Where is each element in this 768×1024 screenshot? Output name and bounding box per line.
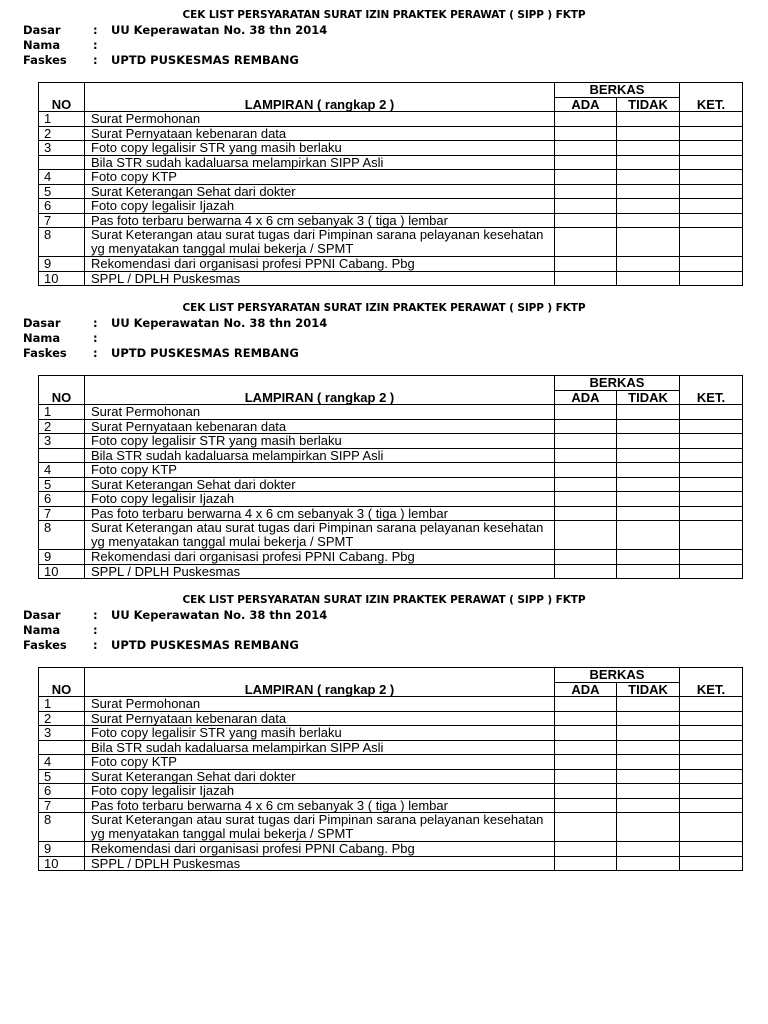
table-row (39, 813, 743, 842)
tidak-checkbox-cell[interactable] (617, 784, 680, 799)
header-ada: ADA (555, 390, 617, 405)
row-item: Surat Pernyataan kebenaran data (85, 126, 555, 141)
field-value: UPTD PUSKESMAS REMBANG (111, 53, 299, 67)
tidak-checkbox-cell[interactable] (617, 711, 680, 726)
ket-cell[interactable] (680, 419, 743, 434)
ada-checkbox-cell[interactable] (555, 564, 617, 579)
ada-checkbox-cell[interactable] (555, 141, 617, 156)
header-lampiran: LAMPIRAN ( rangkap 2 ) (85, 668, 555, 697)
tidak-checkbox-cell[interactable] (617, 419, 680, 434)
tidak-checkbox-cell[interactable] (617, 697, 680, 712)
table-row (39, 228, 743, 257)
ket-cell[interactable] (680, 506, 743, 521)
form-title: CEK LIST PERSYARATAN SURAT IZIN PRAKTEK PERAWAT ( SIPP ) FKTP (182, 594, 586, 606)
row-number: 7 (39, 798, 85, 813)
table-row (39, 784, 743, 799)
row-number: 6 (39, 492, 85, 507)
ket-cell[interactable] (680, 112, 743, 127)
table-row (39, 112, 743, 127)
field-value: UU Keperawatan No. 38 thn 2014 (111, 608, 328, 622)
field-colon: : (93, 38, 98, 52)
tidak-checkbox-cell[interactable] (617, 755, 680, 770)
ket-cell[interactable] (680, 769, 743, 784)
tidak-checkbox-cell[interactable] (617, 155, 680, 170)
header-tidak: TIDAK (617, 390, 680, 405)
ada-checkbox-cell[interactable] (555, 199, 617, 214)
ket-cell[interactable] (680, 155, 743, 170)
ket-cell[interactable] (680, 170, 743, 185)
ada-checkbox-cell[interactable] (555, 769, 617, 784)
tidak-checkbox-cell[interactable] (617, 199, 680, 214)
tidak-checkbox-cell[interactable] (617, 726, 680, 741)
checklist-block-2 (0, 293, 768, 585)
ket-cell[interactable] (680, 184, 743, 199)
row-number: 5 (39, 184, 85, 199)
header-no: NO (39, 376, 85, 405)
field-label: Nama (23, 38, 61, 52)
ada-checkbox-cell[interactable] (555, 755, 617, 770)
tidak-checkbox-cell[interactable] (617, 448, 680, 463)
tidak-checkbox-cell[interactable] (617, 257, 680, 272)
table-row (39, 199, 743, 214)
row-number (39, 740, 85, 755)
row-number: 1 (39, 112, 85, 127)
ket-cell[interactable] (680, 564, 743, 579)
field-colon: : (93, 53, 98, 67)
ket-cell[interactable] (680, 405, 743, 420)
row-number (39, 448, 85, 463)
row-number: 8 (39, 813, 85, 842)
row-number: 3 (39, 141, 85, 156)
ada-checkbox-cell[interactable] (555, 813, 617, 842)
ket-cell[interactable] (680, 228, 743, 257)
header-ada: ADA (555, 682, 617, 697)
tidak-checkbox-cell[interactable] (617, 492, 680, 507)
ada-checkbox-cell[interactable] (555, 126, 617, 141)
field-label: Nama (23, 623, 61, 637)
row-number (39, 155, 85, 170)
row-item: Surat Pernyataan kebenaran data (85, 419, 555, 434)
row-number: 2 (39, 126, 85, 141)
row-item: Foto copy legalisir STR yang masih berlaku (85, 434, 555, 449)
row-item: Bila STR sudah kadaluarsa melampirkan SIPP Asli (85, 740, 555, 755)
tidak-checkbox-cell[interactable] (617, 521, 680, 550)
header-ada: ADA (555, 97, 617, 112)
ket-cell[interactable] (680, 798, 743, 813)
row-item: Foto copy legalisir STR yang masih berlaku (85, 141, 555, 156)
row-item: Rekomendasi dari organisasi profesi PPNI Cabang. Pbg (85, 842, 555, 857)
table-row (39, 448, 743, 463)
ket-cell[interactable] (680, 126, 743, 141)
ada-checkbox-cell[interactable] (555, 550, 617, 565)
field-label: Dasar (23, 608, 61, 622)
form-title: CEK LIST PERSYARATAN SURAT IZIN PRAKTEK PERAWAT ( SIPP ) FKTP (182, 302, 586, 314)
row-item: Foto copy legalisir Ijazah (85, 199, 555, 214)
ada-checkbox-cell[interactable] (555, 155, 617, 170)
ket-cell[interactable] (680, 726, 743, 741)
row-item: Surat Permohonan (85, 112, 555, 127)
row-number: 4 (39, 170, 85, 185)
tidak-checkbox-cell[interactable] (617, 813, 680, 842)
table-row (39, 405, 743, 420)
field-colon: : (93, 638, 98, 652)
header-berkas: BERKAS (555, 376, 680, 391)
row-number: 6 (39, 199, 85, 214)
field-value: UPTD PUSKESMAS REMBANG (111, 638, 299, 652)
row-number: 7 (39, 506, 85, 521)
header-ket: KET. (680, 83, 743, 112)
row-number: 2 (39, 711, 85, 726)
row-number: 4 (39, 463, 85, 478)
row-item: Surat Keterangan atau surat tugas dari Pimpinan sarana pelayanan kesehatan yg menyatakan tanggal mulai bekerja / SPMT (85, 813, 555, 842)
row-number: 9 (39, 550, 85, 565)
row-item: Foto copy legalisir STR yang masih berlaku (85, 726, 555, 741)
row-number: 6 (39, 784, 85, 799)
row-item: Surat Keterangan Sehat dari dokter (85, 477, 555, 492)
row-item: Foto copy legalisir Ijazah (85, 784, 555, 799)
tidak-checkbox-cell[interactable] (617, 842, 680, 857)
field-colon: : (93, 331, 98, 345)
ada-checkbox-cell[interactable] (555, 257, 617, 272)
table-row (39, 506, 743, 521)
table-row (39, 184, 743, 199)
row-number: 10 (39, 271, 85, 286)
ket-cell[interactable] (680, 521, 743, 550)
tidak-checkbox-cell[interactable] (617, 112, 680, 127)
ada-checkbox-cell[interactable] (555, 170, 617, 185)
form-title: CEK LIST PERSYARATAN SURAT IZIN PRAKTEK PERAWAT ( SIPP ) FKTP (182, 9, 586, 21)
row-number: 10 (39, 856, 85, 871)
ada-checkbox-cell[interactable] (555, 492, 617, 507)
header-berkas: BERKAS (555, 668, 680, 683)
row-number: 3 (39, 434, 85, 449)
table-row (39, 155, 743, 170)
tidak-checkbox-cell[interactable] (617, 434, 680, 449)
ada-checkbox-cell[interactable] (555, 784, 617, 799)
field-label: Faskes (23, 638, 67, 652)
ada-checkbox-cell[interactable] (555, 521, 617, 550)
ket-cell[interactable] (680, 550, 743, 565)
ket-cell[interactable] (680, 434, 743, 449)
tidak-checkbox-cell[interactable] (617, 228, 680, 257)
table-row (39, 769, 743, 784)
field-colon: : (93, 608, 98, 622)
ada-checkbox-cell[interactable] (555, 506, 617, 521)
table-row (39, 141, 743, 156)
table-row (39, 271, 743, 286)
ada-checkbox-cell[interactable] (555, 112, 617, 127)
ada-checkbox-cell[interactable] (555, 856, 617, 871)
tidak-checkbox-cell[interactable] (617, 798, 680, 813)
row-number: 3 (39, 726, 85, 741)
tidak-checkbox-cell[interactable] (617, 550, 680, 565)
row-item: Pas foto terbaru berwarna 4 x 6 cm sebanyak 3 ( tiga ) lembar (85, 798, 555, 813)
tidak-checkbox-cell[interactable] (617, 477, 680, 492)
table-row (39, 755, 743, 770)
row-item: Surat Permohonan (85, 697, 555, 712)
table-row (39, 726, 743, 741)
tidak-checkbox-cell[interactable] (617, 769, 680, 784)
row-item: Foto copy KTP (85, 755, 555, 770)
row-number: 1 (39, 697, 85, 712)
ket-cell[interactable] (680, 842, 743, 857)
ada-checkbox-cell[interactable] (555, 842, 617, 857)
header-lampiran: LAMPIRAN ( rangkap 2 ) (85, 376, 555, 405)
ada-checkbox-cell[interactable] (555, 271, 617, 286)
ket-cell[interactable] (680, 257, 743, 272)
row-item: Surat Pernyataan kebenaran data (85, 711, 555, 726)
field-label: Faskes (23, 53, 67, 67)
row-number: 8 (39, 228, 85, 257)
field-colon: : (93, 316, 98, 330)
ket-cell[interactable] (680, 813, 743, 842)
table-row (39, 126, 743, 141)
row-number: 9 (39, 257, 85, 272)
ket-cell[interactable] (680, 271, 743, 286)
ada-checkbox-cell[interactable] (555, 697, 617, 712)
header-no: NO (39, 668, 85, 697)
row-item: Foto copy legalisir Ijazah (85, 492, 555, 507)
row-item: Surat Keterangan atau surat tugas dari Pimpinan sarana pelayanan kesehatan yg menyatakan tanggal mulai bekerja / SPMT (85, 521, 555, 550)
tidak-checkbox-cell[interactable] (617, 126, 680, 141)
ket-cell[interactable] (680, 740, 743, 755)
ket-cell[interactable] (680, 856, 743, 871)
tidak-checkbox-cell[interactable] (617, 856, 680, 871)
ket-cell[interactable] (680, 448, 743, 463)
ada-checkbox-cell[interactable] (555, 228, 617, 257)
row-item: Foto copy KTP (85, 463, 555, 478)
field-label: Dasar (23, 316, 61, 330)
row-item: Pas foto terbaru berwarna 4 x 6 cm sebanyak 3 ( tiga ) lembar (85, 506, 555, 521)
row-item: Foto copy KTP (85, 170, 555, 185)
table-row (39, 521, 743, 550)
row-number: 10 (39, 564, 85, 579)
row-number: 2 (39, 419, 85, 434)
tidak-checkbox-cell[interactable] (617, 463, 680, 478)
row-item: Surat Permohonan (85, 405, 555, 420)
row-item: SPPL / DPLH Puskesmas (85, 271, 555, 286)
tidak-checkbox-cell[interactable] (617, 740, 680, 755)
row-item: Surat Keterangan atau surat tugas dari Pimpinan sarana pelayanan kesehatan yg menyatakan tanggal mulai bekerja / SPMT (85, 228, 555, 257)
ket-cell[interactable] (680, 711, 743, 726)
row-item: SPPL / DPLH Puskesmas (85, 564, 555, 579)
field-value: UU Keperawatan No. 38 thn 2014 (111, 316, 328, 330)
table-row (39, 419, 743, 434)
tidak-checkbox-cell[interactable] (617, 271, 680, 286)
table-row (39, 477, 743, 492)
ada-checkbox-cell[interactable] (555, 448, 617, 463)
row-number: 5 (39, 477, 85, 492)
ket-cell[interactable] (680, 697, 743, 712)
ket-cell[interactable] (680, 199, 743, 214)
table-row (39, 564, 743, 579)
ket-cell[interactable] (680, 141, 743, 156)
row-number: 9 (39, 842, 85, 857)
field-label: Nama (23, 331, 61, 345)
ada-checkbox-cell[interactable] (555, 419, 617, 434)
row-item: Bila STR sudah kadaluarsa melampirkan SIPP Asli (85, 155, 555, 170)
field-colon: : (93, 346, 98, 360)
ada-checkbox-cell[interactable] (555, 711, 617, 726)
ada-checkbox-cell[interactable] (555, 726, 617, 741)
table-row (39, 170, 743, 185)
ada-checkbox-cell[interactable] (555, 463, 617, 478)
field-value: UPTD PUSKESMAS REMBANG (111, 346, 299, 360)
table-row (39, 856, 743, 871)
row-item: Surat Keterangan Sehat dari dokter (85, 184, 555, 199)
table-row (39, 697, 743, 712)
tidak-checkbox-cell[interactable] (617, 564, 680, 579)
ada-checkbox-cell[interactable] (555, 740, 617, 755)
tidak-checkbox-cell[interactable] (617, 184, 680, 199)
ket-cell[interactable] (680, 784, 743, 799)
field-colon: : (93, 23, 98, 37)
header-lampiran: LAMPIRAN ( rangkap 2 ) (85, 83, 555, 112)
header-no: NO (39, 83, 85, 112)
tidak-checkbox-cell[interactable] (617, 213, 680, 228)
ada-checkbox-cell[interactable] (555, 213, 617, 228)
ada-checkbox-cell[interactable] (555, 798, 617, 813)
table-row (39, 257, 743, 272)
row-number: 8 (39, 521, 85, 550)
table-row (39, 434, 743, 449)
table-row (39, 798, 743, 813)
tidak-checkbox-cell[interactable] (617, 170, 680, 185)
ada-checkbox-cell[interactable] (555, 184, 617, 199)
ada-checkbox-cell[interactable] (555, 405, 617, 420)
header-berkas: BERKAS (555, 83, 680, 98)
header-tidak: TIDAK (617, 97, 680, 112)
table-row (39, 842, 743, 857)
checklist-block-3 (0, 585, 768, 877)
ket-cell[interactable] (680, 492, 743, 507)
header-ket: KET. (680, 668, 743, 697)
row-item: SPPL / DPLH Puskesmas (85, 856, 555, 871)
tidak-checkbox-cell[interactable] (617, 141, 680, 156)
row-item: Rekomendasi dari organisasi profesi PPNI Cabang. Pbg (85, 257, 555, 272)
requirements-table (38, 667, 743, 871)
ada-checkbox-cell[interactable] (555, 477, 617, 492)
row-item: Bila STR sudah kadaluarsa melampirkan SIPP Asli (85, 448, 555, 463)
checklist-block-1 (0, 0, 768, 292)
requirements-table (38, 375, 743, 579)
field-label: Faskes (23, 346, 67, 360)
table-row (39, 711, 743, 726)
row-number: 1 (39, 405, 85, 420)
table-row (39, 463, 743, 478)
ket-cell[interactable] (680, 213, 743, 228)
row-number: 5 (39, 769, 85, 784)
table-row (39, 213, 743, 228)
row-number: 4 (39, 755, 85, 770)
tidak-checkbox-cell[interactable] (617, 405, 680, 420)
ket-cell[interactable] (680, 755, 743, 770)
ket-cell[interactable] (680, 477, 743, 492)
header-tidak: TIDAK (617, 682, 680, 697)
table-row (39, 740, 743, 755)
tidak-checkbox-cell[interactable] (617, 506, 680, 521)
ket-cell[interactable] (680, 463, 743, 478)
field-value: UU Keperawatan No. 38 thn 2014 (111, 23, 328, 37)
field-colon: : (93, 623, 98, 637)
field-label: Dasar (23, 23, 61, 37)
header-ket: KET. (680, 376, 743, 405)
table-row (39, 550, 743, 565)
row-item: Surat Keterangan Sehat dari dokter (85, 769, 555, 784)
row-number: 7 (39, 213, 85, 228)
row-item: Rekomendasi dari organisasi profesi PPNI Cabang. Pbg (85, 550, 555, 565)
ada-checkbox-cell[interactable] (555, 434, 617, 449)
row-item: Pas foto terbaru berwarna 4 x 6 cm sebanyak 3 ( tiga ) lembar (85, 213, 555, 228)
table-row (39, 492, 743, 507)
requirements-table (38, 82, 743, 286)
